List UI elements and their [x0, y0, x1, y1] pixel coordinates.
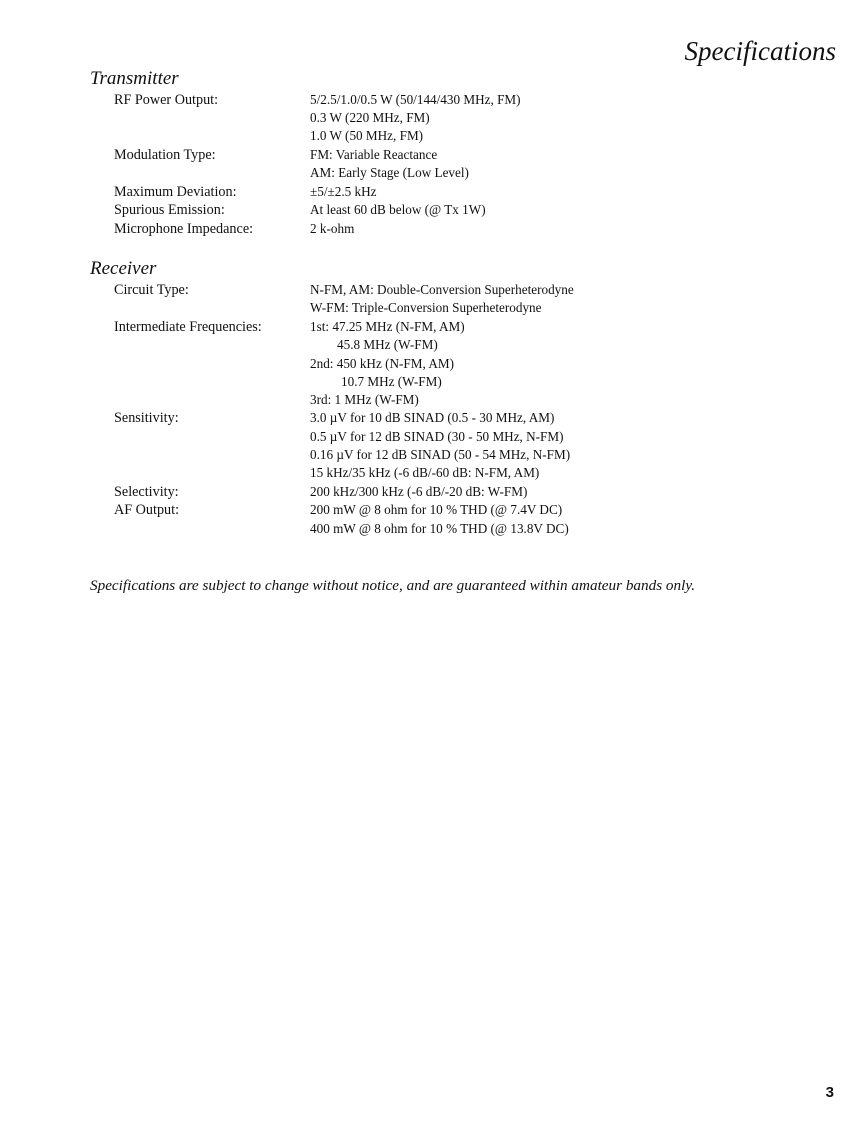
spec-value: 2nd: 450 kHz (N-FM, AM) [310, 356, 454, 371]
spec-row-continuation [0, 164, 866, 182]
section-heading: Receiver [90, 258, 157, 279]
spec-value: 3rd: 1 MHz (W-FM) [310, 392, 419, 407]
spec-row-maximum-deviation [0, 183, 866, 201]
spec-value: 1.0 W (50 MHz, FM) [310, 128, 424, 143]
spec-value: 5/2.5/1.0/0.5 W (50/144/430 MHz, FM) [310, 92, 521, 107]
spec-row-continuation [0, 373, 866, 391]
spec-value: 200 kHz/300 kHz (-6 dB/-20 dB: W-FM) [310, 484, 528, 499]
spec-row-circuit-type [0, 281, 866, 299]
page-title: Specifications [684, 36, 836, 66]
spec-row-af-output [0, 501, 866, 519]
spec-value: 3.0 µV for 10 dB SINAD (0.5 - 30 MHz, AM) [310, 410, 555, 425]
spec-value: 0.5 µV for 12 dB SINAD (30 - 50 MHz, N-FM) [310, 429, 564, 444]
spec-row-spurious-emission [0, 201, 866, 219]
spec-label: RF Power Output: [114, 92, 219, 108]
spec-label: Spurious Emission: [114, 202, 225, 218]
disclaimer-note: Specifications are subject to change without notice, and are guaranteed within amateur bands only. [90, 577, 696, 594]
page-number: 3 [825, 1084, 834, 1101]
spec-row-continuation [0, 428, 866, 446]
spec-row-continuation [0, 355, 866, 373]
spec-label: Sensitivity: [114, 410, 179, 426]
spec-row-continuation [0, 446, 866, 464]
spec-value: ±5/±2.5 kHz [310, 184, 377, 199]
section-heading: Transmitter [90, 68, 179, 89]
spec-value: 1st: 47.25 MHz (N-FM, AM) [310, 319, 465, 334]
spec-label: Circuit Type: [114, 282, 189, 298]
spec-value: 15 kHz/35 kHz (-6 dB/-60 dB: N-FM, AM) [310, 465, 540, 480]
spec-value: 200 mW @ 8 ohm for 10 % THD (@ 7.4V DC) [310, 502, 563, 517]
spec-row-continuation [0, 520, 866, 538]
spec-row-selectivity [0, 483, 866, 501]
spec-row-intermediate-frequencies [0, 318, 866, 336]
spec-label: Modulation Type: [114, 147, 216, 163]
spec-label: AF Output: [114, 502, 180, 518]
spec-row-continuation [0, 109, 866, 127]
spec-value: AM: Early Stage (Low Level) [310, 165, 469, 180]
spec-value: At least 60 dB below (@ Tx 1W) [310, 202, 486, 217]
spec-value: N-FM, AM: Double-Conversion Superheterodyne [310, 282, 574, 297]
spec-row-continuation [0, 336, 866, 354]
spec-value: 0.16 µV for 12 dB SINAD (50 - 54 MHz, N-FM) [310, 447, 571, 462]
spec-value: 2 k-ohm [310, 221, 355, 236]
spec-value: 10.7 MHz (W-FM) [341, 374, 442, 389]
spec-row-continuation [0, 464, 866, 482]
spec-row-continuation [0, 299, 866, 317]
spec-label: Selectivity: [114, 484, 179, 500]
spec-label: Microphone Impedance: [114, 221, 254, 237]
spec-row-microphone-impedance [0, 220, 866, 238]
spec-value: 400 mW @ 8 ohm for 10 % THD (@ 13.8V DC) [310, 521, 569, 536]
spec-value: 0.3 W (220 MHz, FM) [310, 110, 430, 125]
spec-row-continuation [0, 391, 866, 409]
spec-label: Intermediate Frequencies: [114, 319, 262, 335]
spec-label: Maximum Deviation: [114, 184, 237, 200]
spec-row-rf-power-output [0, 91, 866, 109]
spec-row-sensitivity [0, 409, 866, 427]
spec-row-modulation-type [0, 146, 866, 164]
spec-value: W-FM: Triple-Conversion Superheterodyne [310, 300, 542, 315]
spec-row-continuation [0, 127, 866, 145]
spec-value: 45.8 MHz (W-FM) [337, 337, 438, 352]
spec-value: FM: Variable Reactance [310, 147, 438, 162]
